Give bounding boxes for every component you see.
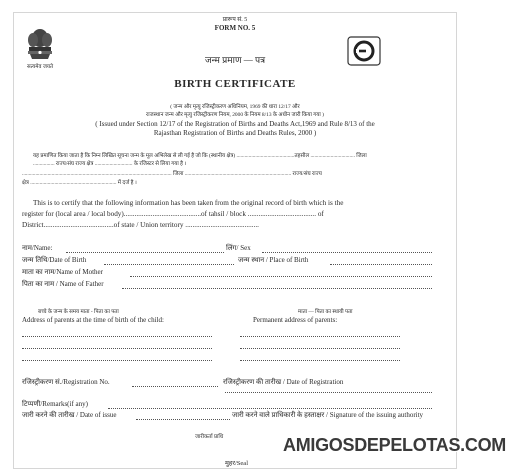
form-number-hindi: प्रारूप सं. 5: [222, 17, 248, 23]
name-label: नाम/Name:: [22, 244, 53, 252]
address-label: Address of parents at the time of birth of the child:: [22, 316, 164, 324]
sex-field: [262, 252, 432, 253]
national-emblem-icon: [20, 26, 60, 78]
registration-date-label: रजिस्ट्रीकरण की तारीख / Date of Registration: [223, 378, 344, 386]
department-logo-icon: [347, 36, 381, 66]
issued-under-en-1: ( Issued under Section 12/17 of the Registration of Births and Deaths Act,1969 and Rule 8/13 of the: [95, 120, 375, 128]
father-name-label: पिता का नाम / Name of Father: [22, 280, 104, 288]
registration-number-label: रजिस्ट्रीकरण सं./Registration No.: [22, 378, 110, 386]
issued-under-hindi-2: राजस्थान जन्म और मृत्यु रजिस्ट्रीकरण नियम, 2000 के नियम 8/13 के अधीन जारी किया गया ): [146, 112, 324, 118]
certify-hindi-line-1: यह प्रमाणित किया जाता है कि निम्न लिखित सूचना जन्म के मूल अभिलेख से ली गई है जो कि (स्थानीय क्षेत्र) ...........................................तहसील ................................. जिला: [33, 153, 367, 159]
issued-under-hindi-1: ( जन्म और मृत्यु रजिस्ट्रीकरण अधिनियम, 1969 की धारा 12/17 और: [170, 104, 300, 110]
issued-under-en-2: Rajasthan Registration of Births and Deaths Rules, 2000 ): [153, 129, 317, 137]
permanent-address-label-hindi: माता — पिता का स्थायी पता: [298, 309, 353, 315]
dob-field: [104, 264, 234, 265]
seal-label: मुहर/Seal: [225, 460, 248, 467]
certify-en-line-1: This is to certify that the following information has been taken from the original record of birth which is the: [33, 199, 344, 207]
address-line-2: [22, 348, 212, 349]
permanent-address-line-3: [240, 360, 400, 361]
mother-name-label: माता का नाम/Name of Mother: [22, 268, 103, 276]
pob-label: जन्म स्थान / Place of Birth: [238, 256, 309, 264]
pob-field: [330, 264, 432, 265]
dob-label: जन्म तिथि/Date of Birth: [22, 256, 87, 264]
mother-name-field: [130, 276, 432, 277]
form-number: FORM NO. 5: [214, 24, 256, 32]
permanent-address-line-1: [240, 336, 400, 337]
address-label-hindi: बच्चे के जन्म के समय माता - पिता का पता: [38, 309, 119, 315]
sex-label: लिंग/ Sex: [226, 244, 251, 252]
watermark: AMIGOSDEPELOTAS.COM: [283, 435, 506, 455]
title-hindi: जन्म प्रमाण — पत्र: [204, 55, 266, 65]
issue-date-label: जारी करने की तारीख / Date of issue: [22, 411, 117, 419]
signature-label: जारी करने वाले प्राधिकारी के हस्ताक्षर / Signature of the issuing authority: [232, 411, 424, 419]
certify-hindi-line-4: क्षेत्र ................................................................ में दर्ज है ।: [22, 180, 137, 186]
certify-hindi-line-2: ................ राज्य/संघ राज्य क्षेत्र ............................ के रजिस्टर से लिया गया है ।: [33, 161, 187, 167]
issuing-authority-label-hindi: जारीकर्ता प्राधि: [195, 434, 224, 440]
address-line-3: [22, 360, 212, 361]
emblem-caption: सत्यमेव जयते: [26, 64, 54, 70]
father-name-field: [122, 288, 432, 289]
certify-hindi-line-3: ............................................................................................................... जिला ............................................................................... राज्य/संघ राज्य: [22, 171, 322, 177]
registration-date-field: [225, 392, 432, 393]
remarks-field: [108, 408, 432, 409]
remarks-label: टिप्पणी/Remarks(if any): [22, 400, 88, 408]
certify-en-line-3: District.......................................of state / Union territory .........................................: [22, 221, 259, 229]
page-title: BIRTH CERTIFICATE: [174, 78, 296, 90]
address-line-1: [22, 336, 212, 337]
issue-date-field: [136, 419, 230, 420]
permanent-address-label: Permanent address of parents:: [253, 316, 338, 324]
name-field: [66, 252, 224, 253]
registration-number-field: [132, 386, 218, 387]
certify-en-line-2: register for (local area / local body)...........................................of tahsil / block ...................................... of: [22, 210, 324, 218]
permanent-address-line-2: [240, 348, 400, 349]
